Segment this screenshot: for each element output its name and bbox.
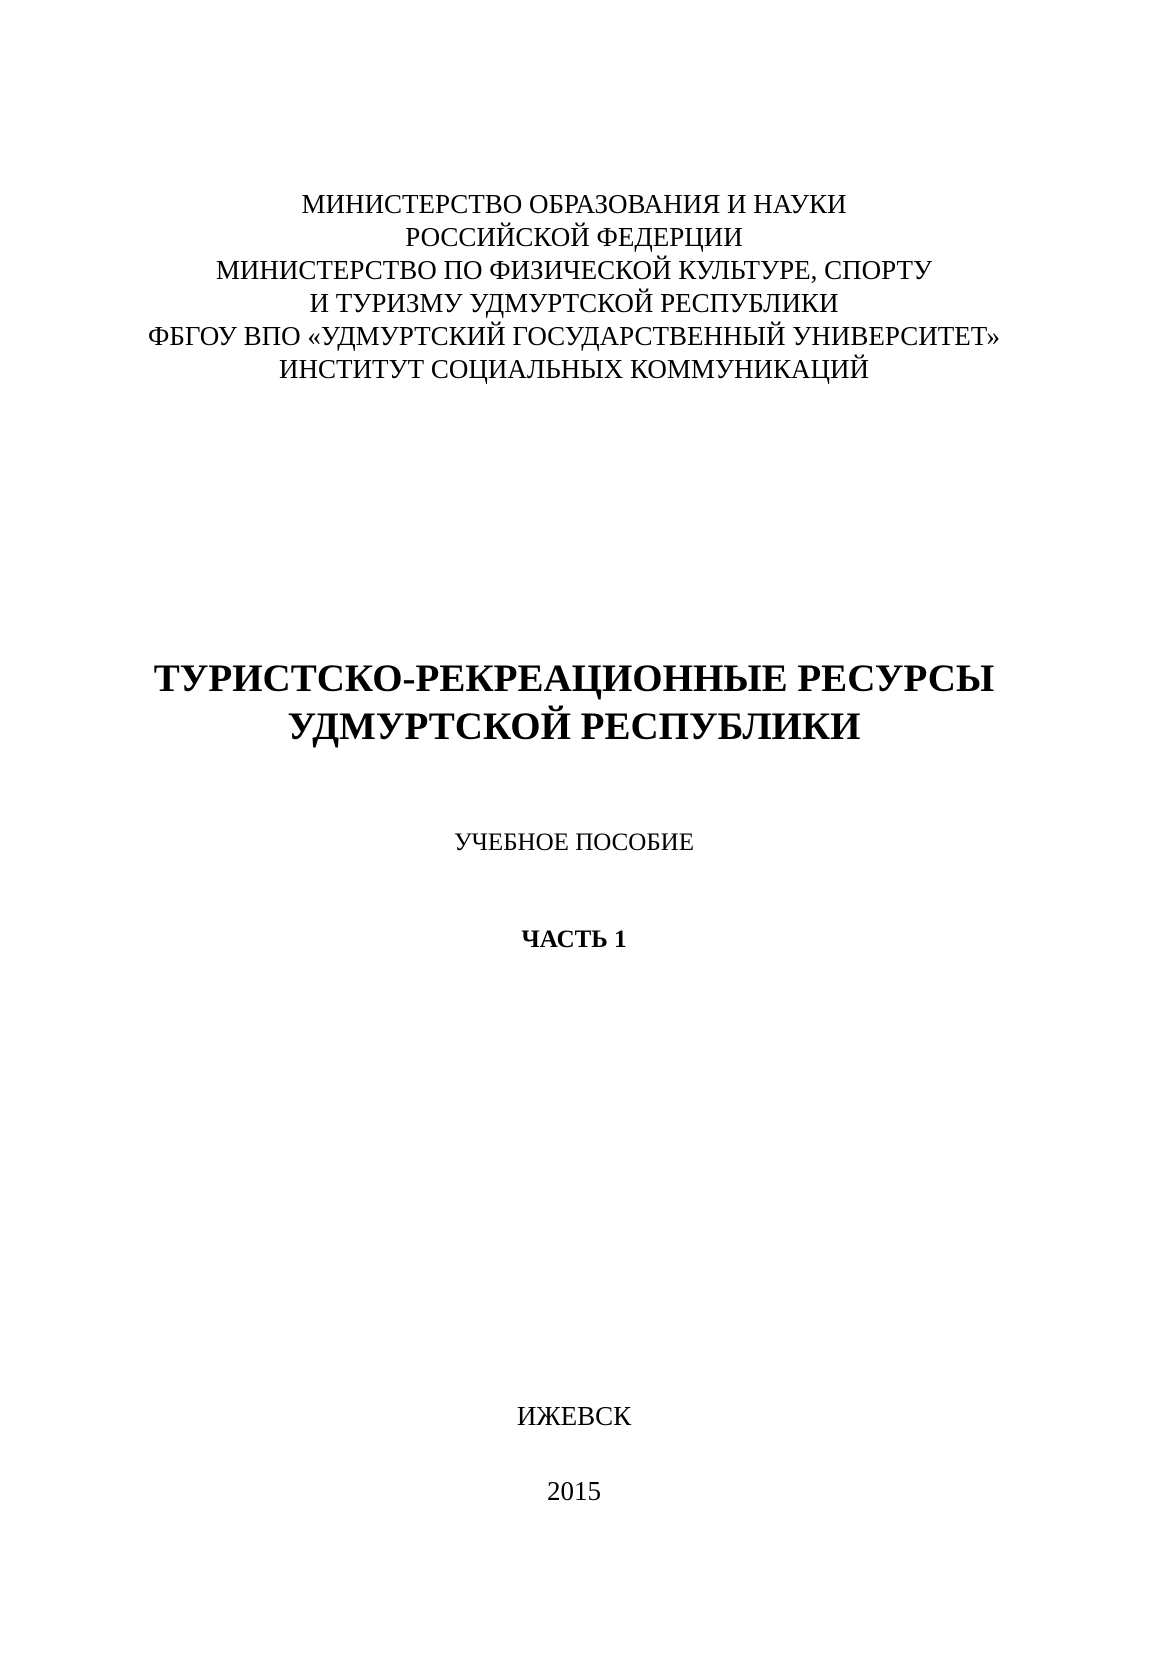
header-line: ИНСТИТУТ СОЦИАЛЬНЫХ КОММУНИКАЦИЙ: [279, 354, 869, 384]
document-type: УЧЕБНОЕ ПОСОБИЕ: [453, 829, 695, 856]
header-line: МИНИСТЕРСТВО ПО ФИЗИЧЕСКОЙ КУЛЬТУРЕ, СПОРТУ: [215, 255, 933, 285]
document-title: [0, 655, 1148, 751]
publication-city: ИЖЕВСК: [516, 1401, 632, 1431]
institution-header: [0, 188, 1148, 386]
part-number: ЧАСТЬ 1: [521, 926, 627, 953]
publication-year: 2015: [547, 1476, 601, 1506]
header-line: РОССИЙСКОЙ ФЕДЕРЦИИ: [405, 222, 743, 252]
header-line: МИНИСТЕРСТВО ОБРАЗОВАНИЯ И НАУКИ: [301, 189, 847, 219]
title-line: ТУРИСТСКО-РЕКРЕАЦИОННЫЕ РЕСУРСЫ: [153, 657, 995, 700]
header-line: И ТУРИЗМУ УДМУРТСКОЙ РЕСПУБЛИКИ: [309, 288, 839, 318]
header-line: ФБГОУ ВПО «УДМУРТСКИЙ ГОСУДАРСТВЕННЫЙ УНИВЕРСИТЕТ»: [147, 321, 1001, 351]
title-line: УДМУРТСКОЙ РЕСПУБЛИКИ: [287, 705, 861, 748]
